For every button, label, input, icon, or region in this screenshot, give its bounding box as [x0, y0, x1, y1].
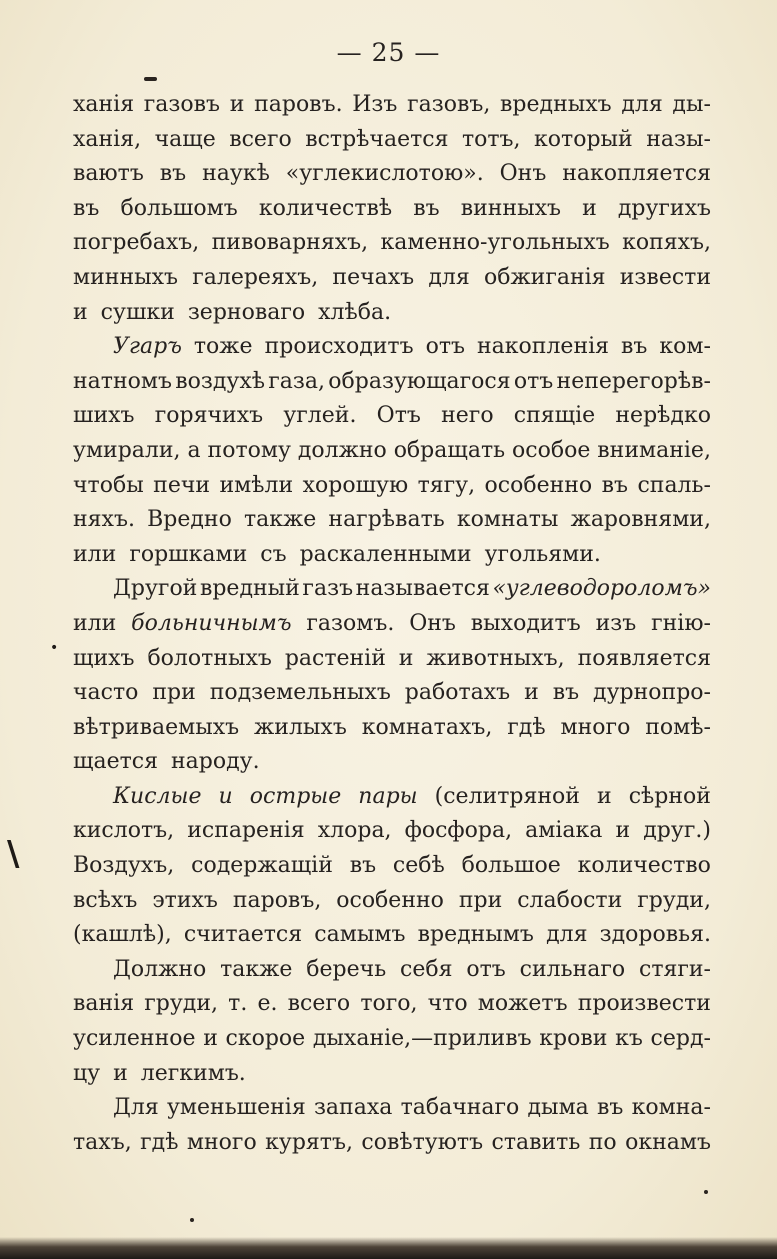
word: и: [582, 195, 597, 221]
word: жаровнями,: [570, 507, 711, 533]
word: е.: [257, 991, 278, 1017]
text-line: [73, 884, 711, 919]
text-line: [73, 261, 711, 296]
word: т.: [228, 991, 248, 1017]
word: ханія: [73, 92, 135, 117]
word: умирали,: [73, 437, 181, 463]
word: вниманіе,: [597, 437, 711, 463]
page-body-text: [73, 88, 711, 1160]
word: тоже: [193, 334, 253, 360]
word: себѣ: [392, 853, 445, 879]
word: табачнаго: [400, 1095, 520, 1121]
text-line: [73, 123, 711, 158]
word: здоровья.: [599, 922, 711, 948]
word: пары: [358, 783, 418, 809]
word: Изъ: [352, 92, 398, 117]
word: «углекислотою».: [285, 161, 484, 187]
word: въ: [552, 680, 580, 706]
word: пивоварняхъ,: [211, 230, 369, 256]
word: въ: [621, 334, 648, 360]
word: для: [546, 922, 588, 948]
word: Отъ: [376, 403, 421, 429]
word: также: [243, 507, 317, 533]
word: встрѣчается: [305, 126, 449, 152]
text-line: [73, 296, 711, 331]
word: Угаръ: [113, 334, 182, 360]
text-line: [73, 745, 711, 780]
text-line: [73, 711, 711, 746]
word: аміака: [525, 818, 603, 844]
word: другихъ: [617, 195, 711, 221]
word: шихъ: [73, 403, 135, 429]
word: накопляется: [562, 161, 711, 187]
word: ханія,: [73, 126, 142, 152]
word: самымъ: [314, 922, 406, 948]
word: извести: [619, 264, 711, 290]
word: сильнаго: [519, 956, 626, 982]
word: зерноваго: [187, 299, 306, 325]
text-line: [73, 399, 711, 434]
word: углей.: [283, 403, 357, 429]
word: печи: [153, 472, 211, 498]
word: при: [152, 680, 196, 706]
word: печахъ: [332, 264, 415, 290]
word: вреднымъ: [417, 922, 534, 948]
word: щихъ: [73, 645, 135, 671]
word: ставить: [491, 1129, 581, 1155]
word: сушки: [100, 299, 175, 325]
word: по: [588, 1129, 617, 1155]
ink-dash-mark: [144, 77, 157, 81]
word: съ: [260, 541, 287, 567]
word: въ: [159, 161, 187, 187]
word: что: [427, 991, 468, 1017]
word: отъ: [466, 956, 506, 982]
word: всѣхъ: [73, 887, 138, 913]
word: называется: [355, 576, 490, 602]
text-line: [73, 676, 711, 711]
text-line: [73, 780, 711, 815]
ink-speck: [704, 1190, 708, 1194]
word: газовъ,: [407, 92, 491, 117]
word: появляется: [577, 645, 711, 671]
word: дыма: [527, 1095, 589, 1121]
word: ванія: [73, 991, 135, 1017]
word: горячихъ: [154, 403, 264, 429]
word: комна-: [631, 1095, 711, 1121]
word: подземельныхъ: [209, 680, 391, 706]
text-line: [73, 503, 711, 538]
word: Онъ: [499, 161, 547, 187]
word: или: [73, 541, 117, 567]
text-line: [73, 88, 711, 123]
word: больничнымъ: [131, 610, 292, 636]
word: няхъ.: [73, 507, 135, 533]
word: «углеводороломъ»: [492, 576, 711, 602]
word: кислотъ,: [73, 818, 175, 844]
text-line: [73, 1057, 711, 1092]
word: къ: [615, 1026, 643, 1052]
word: много: [186, 1129, 257, 1155]
word: чтобы: [73, 472, 144, 498]
word: спящіе: [513, 403, 596, 429]
word: курятъ,: [265, 1129, 353, 1155]
word: натномъ: [73, 368, 172, 394]
word: который: [534, 126, 633, 152]
word: образующагося: [328, 368, 511, 394]
text-line: [73, 918, 711, 953]
word: газовъ: [143, 92, 221, 117]
word: для: [621, 92, 663, 117]
text-line: [73, 1022, 711, 1057]
text-line: [73, 365, 711, 400]
word: паровъ,: [232, 887, 322, 913]
word: Другой: [113, 576, 198, 602]
word: гдѣ: [140, 1129, 179, 1155]
word: гнію-: [651, 610, 711, 636]
margin-slash-mark: \: [7, 834, 20, 874]
word: наукѣ: [202, 161, 270, 187]
word: беречь: [306, 956, 387, 982]
word: совѣтуютъ: [361, 1129, 484, 1155]
word: погребахъ,: [73, 230, 200, 256]
word: работахъ: [404, 680, 511, 706]
word: чаще: [154, 126, 216, 152]
word: копяхъ,: [622, 230, 711, 256]
word: раскаленными: [299, 541, 472, 567]
word: большомъ: [120, 195, 238, 221]
word: минныхъ: [73, 264, 179, 290]
word: дурнопро-: [593, 680, 711, 706]
word: и: [113, 1060, 128, 1086]
text-line: [73, 538, 711, 573]
word: угольями.: [484, 541, 601, 567]
word: Должно: [113, 956, 207, 982]
word: сѣрной: [628, 783, 711, 809]
word: животныхъ,: [426, 645, 565, 671]
word: произвести: [577, 991, 711, 1017]
word: особенно: [484, 472, 593, 498]
page-number: — 25 —: [336, 38, 441, 67]
word: помѣ-: [645, 714, 711, 740]
word: гдѣ: [507, 714, 546, 740]
word: вредныхъ: [500, 92, 612, 117]
word: отъ: [425, 334, 466, 360]
word: скорое: [225, 1026, 306, 1052]
word: и: [229, 92, 245, 117]
word: груди,: [144, 991, 219, 1017]
word: особенно: [336, 887, 444, 913]
word: изъ: [595, 610, 637, 636]
word: усиленное: [73, 1026, 196, 1052]
word: Воздухъ,: [73, 853, 175, 879]
text-line: [73, 226, 711, 261]
word: тягу,: [417, 472, 476, 498]
word: въ: [349, 853, 377, 879]
word: потому: [207, 437, 291, 463]
word: друг.): [643, 818, 711, 844]
word: окнамъ: [625, 1129, 711, 1155]
word: и: [203, 1026, 218, 1052]
word: газъ: [302, 576, 354, 602]
word: фосфора,: [404, 818, 513, 844]
word: накопленія: [477, 334, 610, 360]
word: нерѣдко: [615, 403, 711, 429]
word: газа,: [268, 368, 326, 394]
word: запаха: [313, 1095, 393, 1121]
word: а: [187, 437, 201, 463]
text-line: [73, 469, 711, 504]
word: обращать: [393, 437, 506, 463]
word: (селитряной: [434, 783, 580, 809]
word: хлѣба.: [318, 299, 392, 325]
text-line: [73, 642, 711, 677]
word: количество: [577, 853, 711, 879]
word: также: [220, 956, 293, 982]
word: считается: [183, 922, 303, 948]
text-line: [73, 849, 711, 884]
word: въ: [413, 195, 440, 221]
word: и: [596, 783, 612, 809]
word: имѣли: [219, 472, 294, 498]
word: спаль-: [637, 472, 711, 498]
word: тотъ,: [461, 126, 521, 152]
word: въ: [597, 1095, 624, 1121]
word: много: [560, 714, 631, 740]
word: Для: [113, 1095, 159, 1121]
word: должно: [297, 437, 387, 463]
word: Вредно: [147, 507, 232, 533]
word: Онъ: [409, 610, 456, 636]
word: ком-: [659, 334, 711, 360]
word: количествѣ: [258, 195, 393, 221]
word: и: [398, 645, 414, 671]
text-line: [73, 330, 711, 365]
word: или: [73, 610, 117, 636]
word: особое: [512, 437, 591, 463]
word: галереяхъ,: [192, 264, 319, 290]
word: въ: [601, 472, 629, 498]
word: и: [615, 818, 631, 844]
word: острые: [249, 783, 342, 809]
word: большое: [461, 853, 561, 879]
word: (кашлѣ),: [73, 922, 172, 948]
word: воздухѣ: [175, 368, 266, 394]
word: цу: [73, 1060, 101, 1086]
text-line: [73, 607, 711, 642]
word: въ: [73, 195, 100, 221]
word: себя: [400, 956, 453, 982]
word: выходитъ: [470, 610, 581, 636]
word: легкимъ.: [140, 1060, 246, 1086]
word: Кислые: [113, 783, 202, 809]
word: обжиганія: [483, 264, 606, 290]
word: неперегорѣв-: [556, 368, 711, 394]
word: уменьшенія: [166, 1095, 306, 1121]
word: газомъ.: [306, 610, 395, 636]
word: и: [218, 783, 233, 809]
text-line: [73, 1091, 711, 1126]
ink-speck: [190, 1218, 194, 1222]
word: ваютъ: [73, 161, 144, 187]
text-line: [73, 157, 711, 192]
word: ды-: [672, 92, 711, 117]
word: болотныхъ: [147, 645, 272, 671]
word: жилыхъ: [254, 714, 347, 740]
text-line: [73, 987, 711, 1022]
word: и: [73, 299, 88, 325]
text-line: [73, 434, 711, 469]
word: тахъ,: [73, 1129, 132, 1155]
word: комнатахъ,: [361, 714, 493, 740]
word: него: [441, 403, 494, 429]
word: часто: [73, 680, 139, 706]
word: крови: [539, 1026, 608, 1052]
word: комнаты: [456, 507, 559, 533]
word: вѣтриваемыхъ: [73, 714, 240, 740]
word: всего: [229, 126, 292, 152]
text-line: [73, 1126, 711, 1161]
word: горшками: [129, 541, 248, 567]
word: серд-: [650, 1026, 711, 1052]
word: для: [428, 264, 470, 290]
word: испаренія: [187, 818, 305, 844]
word: груди,: [637, 887, 711, 913]
word: происходитъ: [264, 334, 414, 360]
text-line: [73, 572, 711, 607]
word: дыханіе,—приливъ: [312, 1026, 532, 1052]
word: отъ: [513, 368, 554, 394]
word: при: [458, 887, 503, 913]
word: растеній: [284, 645, 386, 671]
word: хорошую: [302, 472, 409, 498]
page-bottom-shadow: [0, 1237, 777, 1259]
word: винныхъ: [460, 195, 561, 221]
word: содержащій: [191, 853, 333, 879]
word: того,: [360, 991, 418, 1017]
word: щается: [73, 749, 158, 775]
word: этихъ: [152, 887, 218, 913]
word: стяги-: [639, 956, 711, 982]
word: назы-: [646, 126, 711, 152]
text-line: [73, 953, 711, 988]
word: хлора,: [317, 818, 392, 844]
word: и: [524, 680, 539, 706]
margin-bullet-mark: •: [50, 640, 59, 656]
text-line: [73, 814, 711, 849]
word: слабости: [517, 887, 623, 913]
text-line: [73, 192, 711, 227]
word: каменно-угольныхъ: [380, 230, 610, 256]
word: народу.: [170, 749, 260, 775]
word: всего: [287, 991, 351, 1017]
word: можетъ: [477, 991, 568, 1017]
word: паровъ.: [254, 92, 343, 117]
word: вредный: [199, 576, 300, 602]
word: нагрѣвать: [328, 507, 445, 533]
